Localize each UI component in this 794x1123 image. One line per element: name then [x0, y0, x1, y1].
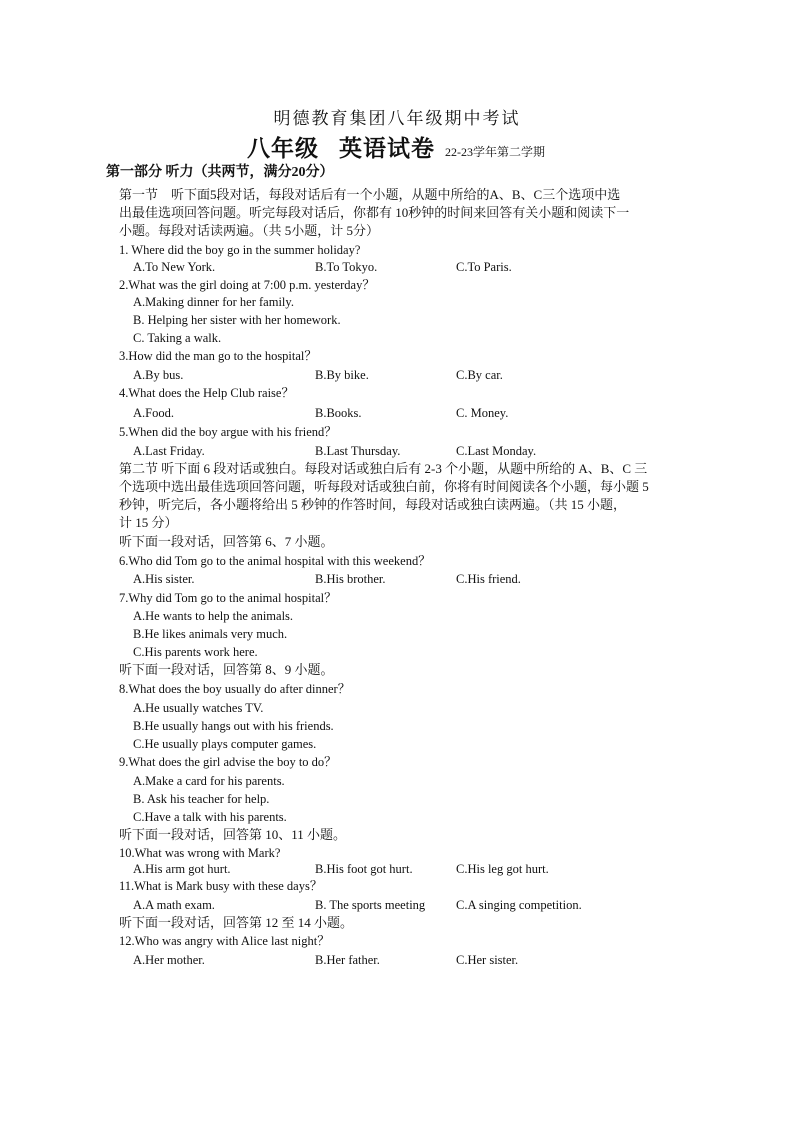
question-2: 2.What was the girl doing at 7:00 p.m. yesterday？ [119, 278, 375, 292]
q5-option-a: A.Last Friday. [133, 444, 205, 458]
q12-option-a: A.Her mother. [133, 953, 205, 967]
q11-option-b: B. The sports meeting [315, 898, 426, 912]
q2-option-c: C. Taking a walk. [133, 331, 222, 345]
section1-instruction-line: 第一节 听下面5段对话，每段对话后有一个小题，从题中所给的A、B、C三个选项中选 [119, 187, 621, 202]
title-term: 22-23学年第二学期 [445, 145, 545, 159]
q7-option-c: C.His parents work here. [133, 645, 258, 659]
exam-title [247, 130, 545, 163]
question-8: 8.What does the boy usually do after dinner？ [119, 682, 351, 696]
q9-option-c: C.Have a talk with his parents. [133, 810, 287, 824]
question-12: 12.Who was angry with Alice last night？ [119, 934, 330, 948]
q12-option-c: C.Her sister. [456, 953, 519, 967]
listening-cue: 听下面一段对话，回答第 8、9 小题。 [119, 662, 334, 677]
question-3: 3.How did the man go to the hospital？ [119, 349, 317, 363]
question-11: 11.What is Mark busy with these days？ [119, 879, 323, 893]
q12-option-b: B.Her father. [315, 953, 380, 967]
title-subject: 英语试卷 [339, 136, 435, 161]
q2-option-b: B. Helping her sister with her homework. [133, 313, 341, 327]
q5-option-b: B.Last Thursday. [315, 444, 401, 458]
q10-option-a: A.His arm got hurt. [133, 862, 231, 876]
section2-instruction-line: 个选项中选出最佳选项回答问题，听每段对话或独白前，你将有时间阅读各个小题，每小题 5 [119, 479, 649, 494]
q8-option-c: C.He usually plays computer games. [133, 737, 317, 751]
question-4: 4.What does the Help Club raise？ [119, 386, 294, 400]
q1-option-b: B.To Tokyo. [315, 260, 378, 274]
q3-option-a: A.By bus. [133, 368, 184, 382]
q4-option-c: C. Money. [456, 406, 509, 420]
section2-instruction-line: 计 15 分） [119, 515, 178, 530]
section1-instruction-line: 出最佳选项回答问题。听完每段对话后，你都有 10秒钟的时间来回答有关小题和阅读下一 [119, 205, 630, 220]
q8-option-b: B.He usually hangs out with his friends. [133, 719, 334, 733]
q4-option-b: B.Books. [315, 406, 362, 420]
listening-cue: 听下面一段对话，回答第 6、7 小题。 [119, 534, 334, 549]
q9-option-a: A.Make a card for his parents. [133, 774, 285, 788]
listening-cue: 听下面一段对话，回答第 12 至 14 小题。 [119, 915, 354, 930]
q10-option-c: C.His leg got hurt. [456, 862, 549, 876]
section1-instruction-line: 小题。每段对话读两遍。（共 5小题，计 5分） [119, 223, 380, 238]
question-9: 9.What does the girl advise the boy to do？ [119, 755, 337, 769]
part1-title: 第一部分 听力（共两节，满分20分） [106, 165, 334, 180]
q1-option-a: A.To New York. [133, 260, 216, 274]
question-5: 5.When did the boy argue with his friend？ [119, 425, 337, 439]
q10-option-b: B.His foot got hurt. [315, 862, 413, 876]
q9-option-b: B. Ask his teacher for help. [133, 792, 270, 806]
q4-option-a: A.Food. [133, 406, 174, 420]
question-1: 1. Where did the boy go in the summer holiday? [119, 243, 361, 257]
q5-option-c: C.Last Monday. [456, 444, 537, 458]
q6-option-a: A.His sister. [133, 572, 195, 586]
q3-option-b: B.By bike. [315, 368, 369, 382]
question-10: 10.What was wrong with Mark? [119, 846, 281, 860]
q3-option-c: C.By car. [456, 368, 503, 382]
q11-option-a: A.A math exam. [133, 898, 215, 912]
question-6: 6.Who did Tom go to the animal hospital with this weekend？ [119, 554, 431, 568]
q7-option-a: A.He wants to help the animals. [133, 609, 294, 623]
q6-option-b: B.His brother. [315, 572, 386, 586]
q6-option-c: C.His friend. [456, 572, 521, 586]
section2-instruction-line: 秒钟，听完后，各小题将给出 5 秒钟的作答时间，每段对话或独白读两遍。（共 15 小题， [119, 497, 627, 512]
q11-option-c: C.A singing competition. [456, 898, 582, 912]
title-grade: 八年级 [247, 136, 319, 161]
q7-option-b: B.He likes animals very much. [133, 627, 288, 641]
section2-instruction-line: 第二节 听下面 6 段对话或独白。每段对话或独白后有 2-3 个小题，从题中所给的 A、B、C 三 [119, 461, 648, 476]
q1-option-c: C.To Paris. [456, 260, 512, 274]
q2-option-a: A.Making dinner for her family. [133, 295, 294, 309]
q8-option-a: A.He usually watches TV. [133, 701, 264, 715]
listening-cue: 听下面一段对话，回答第 10、11 小题。 [119, 827, 347, 842]
question-7: 7.Why did Tom go to the animal hospital？ [119, 591, 337, 605]
school-heading: 明德教育集团八年级期中考试 [273, 109, 521, 128]
